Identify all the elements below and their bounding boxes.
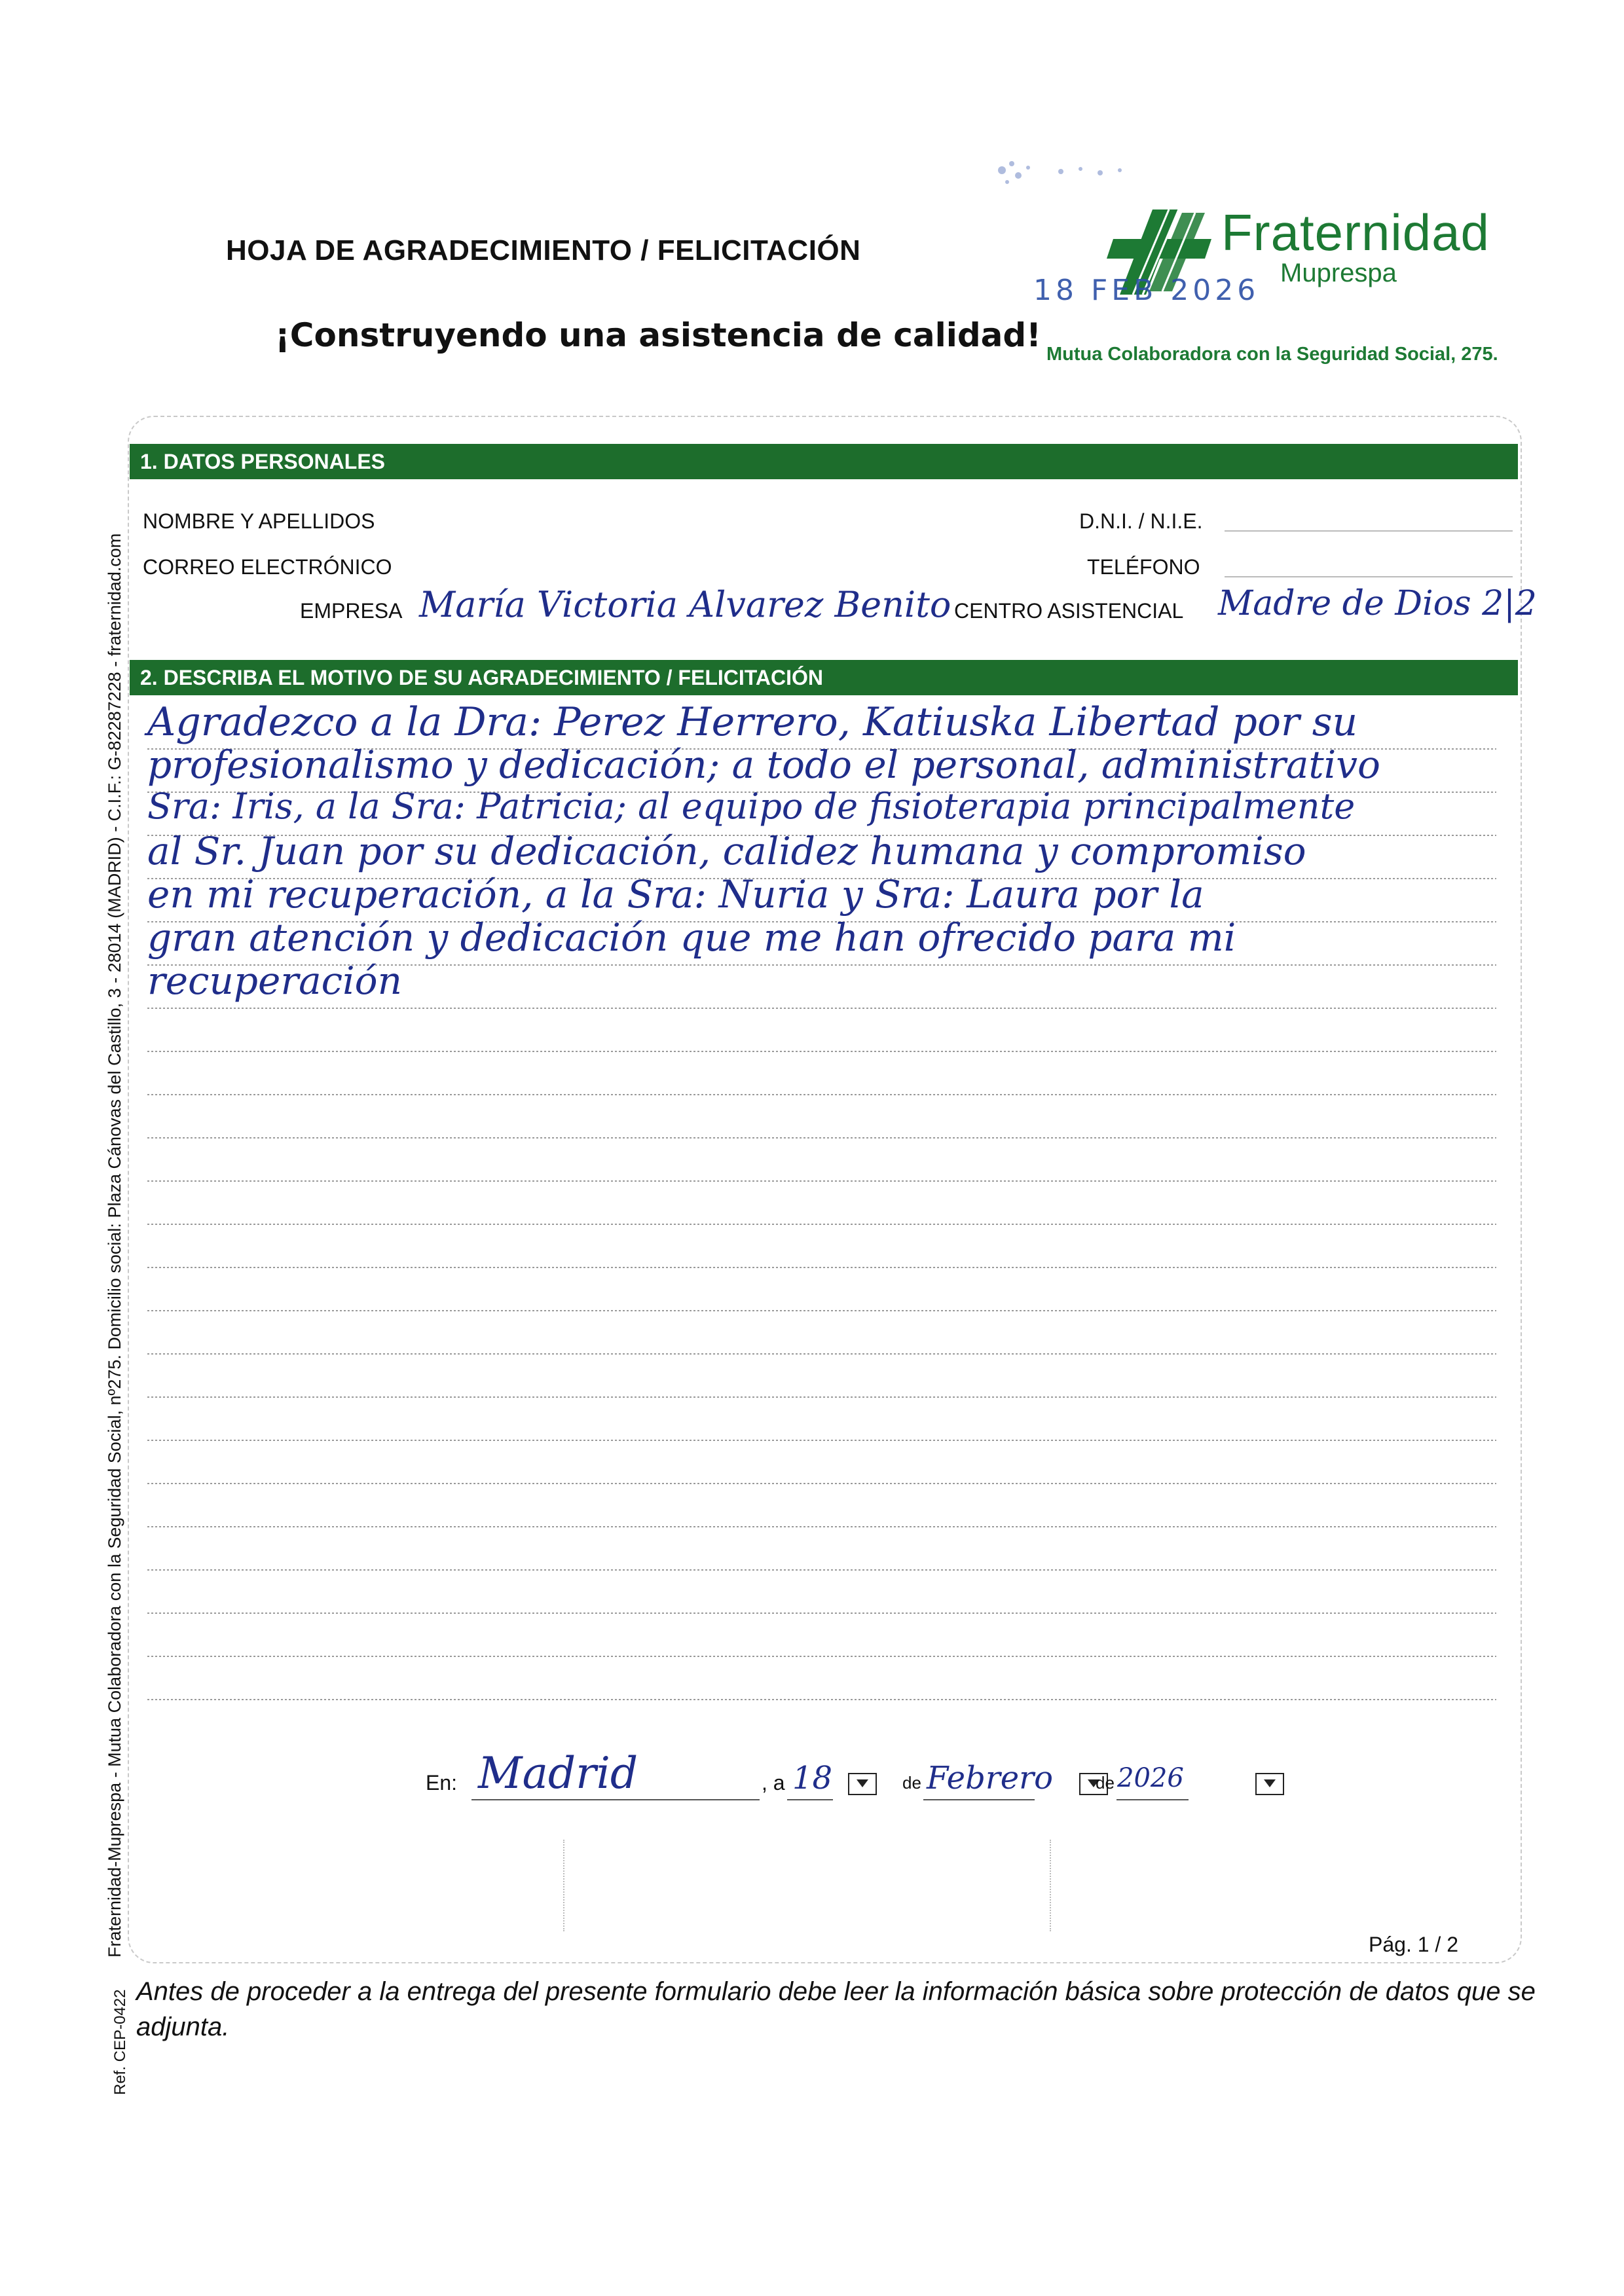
stamp-smudge: [982, 144, 1179, 203]
telefono-field[interactable]: [1225, 543, 1513, 577]
empresa-value[interactable]: María Victoria Alvarez Benito: [419, 584, 951, 625]
date-day[interactable]: 18: [792, 1760, 833, 1796]
centro-value[interactable]: Madre de Dios 2|2: [1218, 584, 1537, 623]
date-year[interactable]: 2026: [1117, 1763, 1184, 1793]
signature-divider-left: [563, 1840, 564, 1931]
message-line: Agradezco a la Dra: Perez Herrero, Katiuska Libertad por su: [147, 699, 1358, 745]
message-line: profesionalismo y dedicación; a todo el personal, administrativo: [147, 742, 1380, 787]
form-subtitle: ¡Construyendo una asistencia de calidad!: [275, 316, 1041, 354]
signature-divider-right: [1050, 1840, 1051, 1931]
message-line: gran atención y dedicación que me han ofrecido para mi: [147, 915, 1236, 960]
message-line: Sra: Iris, a la Sra: Patricia; al equipo de fisioterapia principalmente: [147, 786, 1356, 827]
date-place[interactable]: Madrid: [478, 1748, 638, 1798]
year-de-label: de: [1096, 1773, 1115, 1793]
year-underline: [1116, 1799, 1189, 1800]
day-dropdown-icon[interactable]: [848, 1773, 877, 1795]
privacy-note: Antes de proceder a la entrega del presente formulario debe leer la información básica sobre protección de datos que se adjunta.: [136, 1977, 1536, 2041]
message-line: en mi recuperación, a la Sra: Nuria y Sra: Laura por la: [147, 872, 1204, 917]
message-line: al Sr. Juan por su dedicación, calidez humana y compromiso: [147, 829, 1306, 873]
a-label: , a: [762, 1771, 785, 1795]
month-underline: [923, 1799, 1035, 1800]
correo-label: CORREO ELECTRÓNICO: [143, 555, 392, 579]
dni-label: D.N.I. / N.I.E.: [1079, 509, 1203, 533]
nombre-label: NOMBRE Y APELLIDOS: [143, 509, 375, 533]
legal-side-text: Fraternidad-Muprespa - Mutua Colaboradora con la Seguridad Social, nº275. Domicilio social: Plaza Cánovas del Castillo, 3 - 28014 (MADRID) - C.I.F.: G-82287228 - fraternidad.com: [105, 533, 124, 1958]
form-reference: Ref. CEP-0422: [111, 1989, 129, 2095]
day-underline: [787, 1799, 833, 1800]
de-label: de: [902, 1773, 921, 1793]
date-month[interactable]: Febrero: [927, 1760, 1054, 1796]
nombre-field[interactable]: [411, 498, 1027, 530]
message-line: recuperación: [147, 958, 402, 1003]
section1-header: 1. DATOS PERSONALES: [130, 444, 1518, 479]
year-dropdown-icon[interactable]: [1255, 1773, 1284, 1795]
brand-name: Fraternidad: [1221, 204, 1490, 261]
place-underline: [471, 1799, 760, 1800]
form-title: HOJA DE AGRADECIMIENTO / FELICITACIÓN: [226, 234, 861, 266]
empresa-label: EMPRESA: [300, 599, 403, 623]
en-label: En:: [426, 1771, 458, 1795]
brand-subname: Muprespa: [1280, 259, 1397, 287]
correo-field[interactable]: [411, 543, 1027, 576]
dni-field[interactable]: [1225, 498, 1513, 532]
page-number: Pág. 1 / 2: [1369, 1933, 1458, 1956]
centro-label: CENTRO ASISTENCIAL: [954, 599, 1184, 623]
telefono-label: TELÉFONO: [1087, 555, 1200, 579]
section2-header: 2. DESCRIBA EL MOTIVO DE SU AGRADECIMIENTO / FELICITACIÓN: [130, 660, 1518, 695]
received-stamp-date: 18 FEB 2026: [1033, 274, 1260, 307]
mutua-tagline: Mutua Colaboradora con la Seguridad Social, 275.: [1046, 344, 1498, 365]
